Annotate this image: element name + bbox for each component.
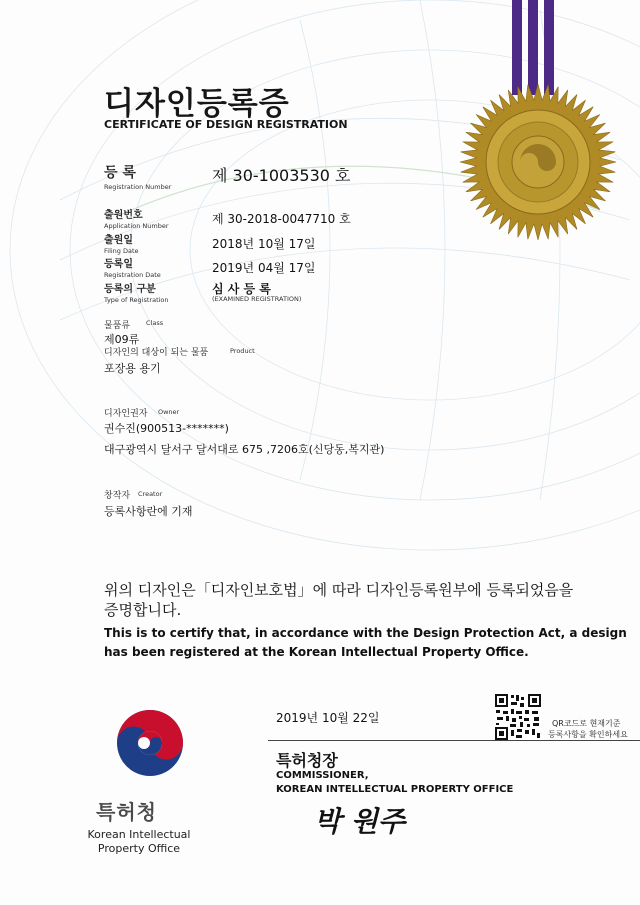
certification-text-ko-2: 증명합니다. [104, 601, 182, 619]
owner-label-en: Owner [158, 408, 180, 416]
divider [268, 740, 640, 741]
qr-note-line1: QR코드로 현재기준 [552, 719, 621, 728]
registration-type-label-en: Type of Registration [104, 296, 169, 304]
commissioner-title-en-line2: KOREAN INTELLECTUAL PROPERTY OFFICE [276, 784, 514, 795]
class-label-en: Class [146, 319, 164, 327]
commissioner-title-en [276, 769, 513, 797]
certification-text-en: This is to certify that, in accordance with the Design Protection Act, a design [104, 626, 627, 640]
registration-type: 심 사 등 록 [212, 282, 271, 296]
office-name: 특허청 [96, 800, 157, 824]
registration-date: 2019년 04월 17일 [212, 261, 316, 275]
commissioner-title-en-line1: COMMISSIONER, [276, 770, 369, 781]
ribbon-stripe [512, 0, 522, 95]
issue-date: 2019년 10월 22일 [276, 711, 380, 725]
ribbon-stripe [528, 0, 538, 95]
registration-label: 등 록 [104, 165, 136, 181]
owner-label: 디자인권자 [104, 409, 148, 419]
filing-date-label: 출원일 [104, 235, 133, 246]
class-value: 제09류 [104, 333, 140, 346]
registration-date-label: 등록일 [104, 259, 133, 270]
product-label-en: Product [230, 347, 255, 355]
registration-number: 제 30-1003530 호 [212, 166, 351, 185]
qr-code-icon[interactable] [494, 693, 542, 741]
commissioner-title: 특허청장 [276, 751, 338, 770]
gold-seal-icon [455, 82, 621, 242]
qr-note [548, 718, 628, 740]
registration-type-label: 등록의 구분 [104, 284, 156, 295]
owner-name: 권수진(900513-*******) [104, 422, 229, 435]
product-label: 디자인의 대상이 되는 물품 [104, 348, 209, 358]
filing-date: 2018년 10월 17일 [212, 237, 316, 251]
ribbon-stripe [544, 0, 554, 95]
office-name-en: Korean Intellectual Property Office [87, 828, 191, 855]
certification-text-ko: 위의 디자인은「디자인보호법」에 따라 디자인등록원부에 등록되었음을 [104, 581, 574, 599]
creator-value: 등록사항란에 기재 [104, 505, 193, 518]
application-number-label: 출원번호 [104, 210, 143, 221]
registration-type-en: (EXAMINED REGISTRATION) [212, 295, 302, 303]
class-label: 물품류 [104, 321, 131, 331]
product-value: 포장용 용기 [104, 362, 161, 375]
qr-note-line2: 등록사항을 확인하세요 [548, 730, 628, 739]
owner-address: 대구광역시 달서구 달서대로 675 ,7206호(신당동,복지관) [104, 443, 385, 456]
filing-date-label-en: Filing Date [104, 247, 139, 255]
application-number: 제 30-2018-0047710 호 [212, 212, 351, 226]
certificate-title: 디자인등록증 [104, 86, 290, 122]
application-number-label-en: Application Number [104, 222, 169, 230]
creator-label-en: Creator [138, 490, 163, 498]
certificate-title-en: CERTIFICATE OF DESIGN REGISTRATION [104, 118, 348, 131]
registration-label-en: Registration Number [104, 183, 172, 191]
commissioner-signature: 박 원주 [314, 805, 405, 838]
kipo-logo-icon [114, 707, 186, 779]
creator-label: 창작자 [104, 491, 131, 501]
registration-date-label-en: Registration Date [104, 271, 161, 279]
certification-text-en-2: has been registered at the Korean Intellectual Property Office. [104, 645, 529, 659]
